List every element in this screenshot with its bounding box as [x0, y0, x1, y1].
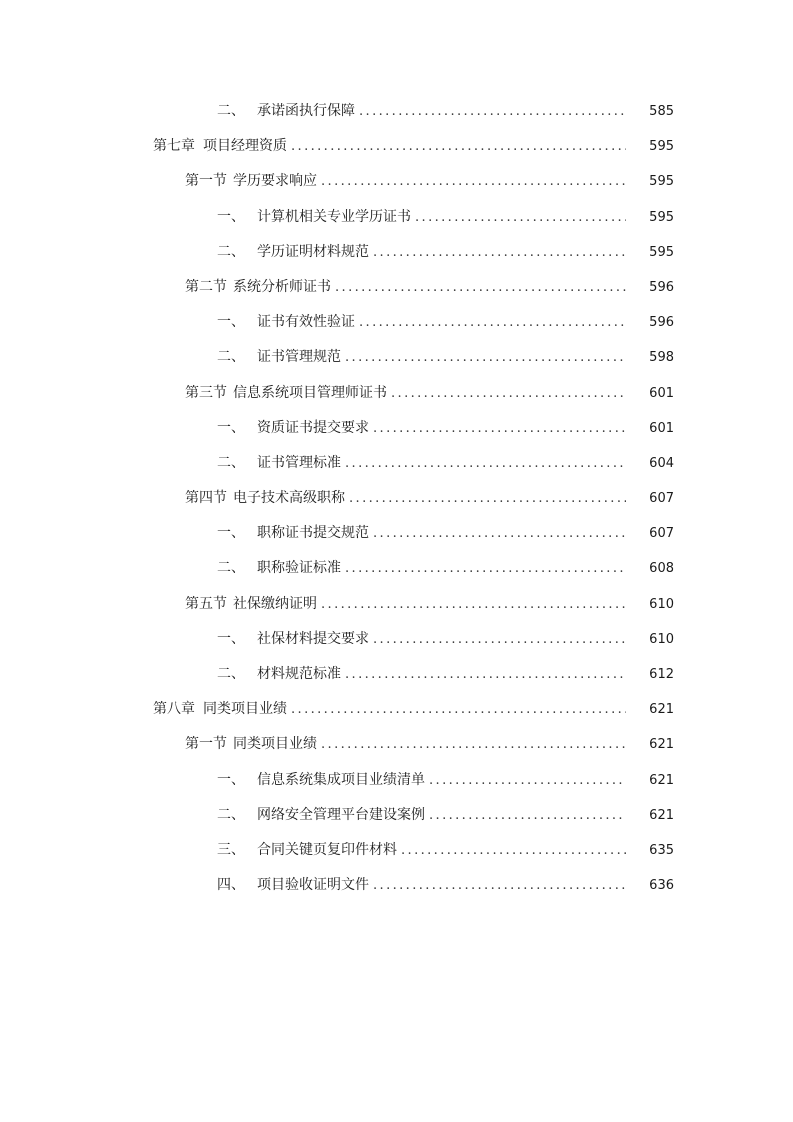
toc-leader-dots — [349, 481, 626, 516]
toc-label — [217, 305, 355, 340]
toc-leader-dots — [345, 657, 626, 692]
toc-number: 第七章 — [153, 138, 195, 155]
toc-title: 承诺函执行保障 — [257, 103, 355, 119]
toc-page-number: 604 — [649, 455, 674, 471]
toc-leader-dots — [373, 516, 626, 551]
toc-title: 合同关键页复印件材料 — [257, 841, 397, 858]
toc-label — [217, 868, 369, 903]
toc-number: 二、 — [217, 349, 245, 366]
toc-label — [217, 94, 355, 129]
toc-page-number: 635 — [649, 842, 674, 858]
toc-label — [185, 376, 387, 411]
toc-number: 二、 — [217, 560, 245, 577]
toc-label — [217, 446, 341, 481]
toc-label — [217, 657, 341, 692]
toc-label — [185, 727, 317, 762]
toc-label — [185, 270, 331, 305]
toc-page-number: 610 — [649, 631, 674, 647]
toc-label — [153, 129, 287, 164]
toc-entry[interactable] — [0, 200, 793, 235]
toc-entry[interactable] — [0, 305, 793, 340]
toc-number: 第一节 — [185, 173, 227, 190]
toc-number: 第四节 — [185, 490, 227, 507]
toc-page-number: 595 — [649, 174, 674, 190]
toc-entry[interactable] — [0, 270, 793, 305]
toc-leader-dots — [345, 446, 626, 481]
toc-page-number: 601 — [649, 420, 674, 436]
toc-title: 信息系统集成项目业绩清单 — [257, 771, 425, 788]
toc-number: 四、 — [217, 877, 245, 894]
toc-entry[interactable] — [0, 692, 793, 727]
toc-label — [217, 622, 369, 657]
toc-page-number: 621 — [649, 737, 674, 753]
toc-page-number: 636 — [649, 878, 674, 894]
toc-page-number: 610 — [649, 596, 674, 612]
toc-title: 社保缴纳证明 — [233, 595, 317, 612]
toc-title: 系统分析师证书 — [233, 278, 331, 295]
toc-title: 同类项目业绩 — [203, 701, 287, 718]
toc-leader-dots — [345, 340, 626, 375]
toc-number: 二、 — [217, 103, 245, 119]
toc-number: 第五节 — [185, 595, 227, 612]
toc-page-number: 608 — [649, 561, 674, 577]
toc-leader-dots — [291, 692, 626, 727]
toc-number: 第三节 — [185, 384, 227, 401]
toc-entry[interactable] — [0, 833, 793, 868]
toc-leader-dots — [373, 235, 626, 270]
toc-title: 学历证明材料规范 — [257, 243, 369, 260]
toc-number: 一、 — [217, 314, 245, 331]
toc-title: 网络安全管理平台建设案例 — [257, 806, 425, 823]
toc-entry[interactable] — [0, 868, 793, 903]
toc-title: 职称验证标准 — [257, 560, 341, 577]
toc-entry[interactable] — [0, 551, 793, 586]
toc-title: 学历要求响应 — [233, 173, 317, 190]
toc-label — [185, 164, 317, 199]
toc-title: 证书管理规范 — [257, 349, 341, 366]
toc-page-number: 621 — [649, 702, 674, 718]
toc-entry[interactable] — [0, 727, 793, 762]
toc-leader-dots — [391, 376, 626, 411]
toc-entry[interactable] — [0, 798, 793, 833]
toc-title: 证书有效性验证 — [257, 314, 355, 331]
toc-label — [217, 833, 397, 868]
toc-label — [217, 798, 425, 833]
toc-title: 信息系统项目管理师证书 — [233, 384, 387, 401]
toc-label — [217, 411, 369, 446]
toc-leader-dots — [345, 551, 626, 586]
toc-entry[interactable] — [0, 481, 793, 516]
toc-title: 项目经理资质 — [203, 138, 287, 155]
toc-number: 第一节 — [185, 736, 227, 753]
toc-leader-dots — [401, 833, 626, 868]
toc-title: 项目验收证明文件 — [257, 877, 369, 894]
toc-title: 同类项目业绩 — [233, 736, 317, 753]
toc-number: 第八章 — [153, 701, 195, 718]
toc-entry[interactable] — [0, 763, 793, 798]
toc-entry[interactable] — [0, 411, 793, 446]
toc-entry[interactable] — [0, 129, 793, 164]
toc-leader-dots — [373, 411, 626, 446]
toc-page-number: 596 — [649, 315, 674, 331]
toc-entry[interactable] — [0, 94, 793, 129]
toc-leader-dots — [321, 164, 626, 199]
table-of-contents — [0, 94, 793, 903]
toc-number: 一、 — [217, 419, 245, 436]
toc-entry[interactable] — [0, 340, 793, 375]
toc-title: 电子技术高级职称 — [233, 490, 345, 507]
toc-page-number: 598 — [649, 350, 674, 366]
toc-page-number: 595 — [649, 244, 674, 260]
toc-label — [185, 587, 317, 622]
toc-page-number: 601 — [649, 385, 674, 401]
toc-leader-dots — [429, 763, 626, 798]
toc-leader-dots — [415, 200, 626, 235]
toc-number: 二、 — [217, 454, 245, 471]
toc-page-number: 612 — [649, 667, 674, 682]
toc-number: 二、 — [217, 243, 245, 260]
toc-leader-dots — [321, 727, 626, 762]
toc-leader-dots — [373, 622, 626, 657]
toc-entry[interactable] — [0, 587, 793, 622]
toc-entry[interactable] — [0, 235, 793, 270]
toc-number: 三、 — [217, 841, 245, 858]
toc-number: 二、 — [217, 666, 245, 682]
toc-number: 二、 — [217, 806, 245, 823]
toc-entry[interactable] — [0, 622, 793, 657]
toc-title: 材料规范标准 — [257, 666, 341, 682]
toc-title: 资质证书提交要求 — [257, 419, 369, 436]
toc-entry[interactable] — [0, 446, 793, 481]
toc-label — [217, 340, 341, 375]
toc-title: 证书管理标准 — [257, 454, 341, 471]
toc-page-number: 595 — [649, 209, 674, 225]
toc-label — [153, 692, 287, 727]
toc-number: 一、 — [217, 525, 245, 542]
toc-label — [217, 516, 369, 551]
toc-page-number: 607 — [649, 526, 674, 542]
toc-page-number: 607 — [649, 491, 674, 507]
toc-label — [185, 481, 345, 516]
toc-leader-dots — [335, 270, 626, 305]
toc-entry[interactable] — [0, 164, 793, 199]
toc-label — [217, 763, 425, 798]
toc-leader-dots — [321, 587, 626, 622]
toc-number: 一、 — [217, 771, 245, 788]
toc-page-number: 596 — [649, 279, 674, 295]
toc-page-number: 595 — [649, 139, 674, 155]
toc-page-number: 621 — [649, 807, 674, 823]
toc-title: 社保材料提交要求 — [257, 630, 369, 647]
toc-number: 一、 — [217, 630, 245, 647]
toc-title: 职称证书提交规范 — [257, 525, 369, 542]
toc-page-number: 585 — [649, 104, 674, 119]
toc-number: 第二节 — [185, 278, 227, 295]
toc-leader-dots — [359, 305, 626, 340]
toc-leader-dots — [359, 94, 626, 129]
toc-leader-dots — [429, 798, 626, 833]
toc-label — [217, 551, 341, 586]
toc-entry[interactable] — [0, 376, 793, 411]
toc-entry[interactable] — [0, 657, 793, 692]
toc-label — [217, 235, 369, 270]
toc-label — [217, 200, 411, 235]
toc-entry[interactable] — [0, 516, 793, 551]
toc-title: 计算机相关专业学历证书 — [257, 208, 411, 225]
toc-number: 一、 — [217, 208, 245, 225]
toc-leader-dots — [373, 868, 626, 903]
toc-leader-dots — [291, 129, 626, 164]
toc-page-number: 621 — [649, 772, 674, 788]
